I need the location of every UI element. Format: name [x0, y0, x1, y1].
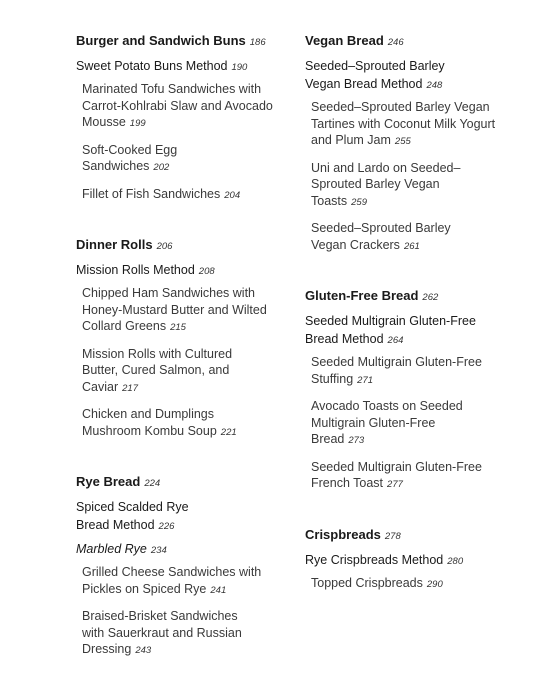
section-title: Crispbreads 278: [305, 526, 401, 542]
toc-right-column: [305, 31, 515, 602]
toc-section-rye-bread: [76, 472, 281, 660]
page-number: 206: [156, 241, 173, 252]
page-number: 262: [422, 292, 439, 303]
page-number: 278: [384, 530, 401, 542]
recipe-entry: Seeded Multigrain Gluten-Free Stuffing 271: [311, 355, 482, 386]
page-number: 255: [394, 136, 411, 147]
page-number: 186: [249, 37, 266, 48]
toc-left-column: [76, 31, 281, 669]
recipe-entry: Seeded–Sprouted Barley Vegan Tartines with Coconut Milk Yogurt and Plum Jam 255: [311, 100, 496, 147]
page-number: 224: [144, 478, 161, 489]
page-number: 241: [210, 584, 227, 596]
recipe-entry: Marinated Tofu Sandwiches with Carrot-Kohlrabi Slaw and Avocado Mousse 199: [82, 82, 273, 129]
page-number: 204: [224, 189, 241, 201]
method-entry: Sweet Potato Buns Method 190: [76, 59, 248, 73]
page-number: 271: [357, 374, 374, 386]
recipe-entry: Chipped Ham Sandwiches with Honey-Mustard Butter and Wilted Collard Greens 215: [82, 286, 267, 333]
page-number: 261: [403, 240, 420, 252]
toc-section-vegan-bread: [305, 31, 515, 255]
method-entry: Spiced Scalded Rye Bread Method 226: [76, 500, 189, 532]
recipe-entry: Mission Rolls with Cultured Butter, Cured Salmon, and Caviar 217: [82, 346, 233, 394]
section-title: Rye Bread 224: [76, 474, 161, 489]
recipe-entry: Soft-Cooked Egg Sandwiches 202: [82, 142, 178, 173]
section-title: Gluten-Free Bread 262: [305, 288, 439, 303]
page-number: 226: [158, 521, 175, 532]
method-entry: Seeded Multigrain Gluten-Free Bread Method 264: [305, 314, 476, 346]
recipe-entry: Uni and Lardo on Seeded–Sprouted Barley Vegan Toasts 259: [311, 160, 461, 208]
page-number: 202: [153, 162, 170, 173]
page-number: 277: [387, 479, 403, 490]
toc-section-dinner-rolls: [76, 235, 281, 441]
page-number: 280: [447, 555, 464, 567]
recipe-entry: Seeded–Sprouted Barley Vegan Crackers 261: [311, 221, 451, 252]
recipe-entry: Fillet of Fish Sandwiches 204: [82, 186, 241, 201]
toc-section-burger: [76, 31, 281, 204]
recipe-entry: Chicken and Dumplings Mushroom Kombu Soup 221: [82, 407, 237, 438]
method-entry: Rye Crispbreads Method 280: [305, 552, 464, 567]
page-number: 190: [231, 62, 248, 73]
toc-section-crispbreads: [305, 525, 515, 594]
page-number: 246: [387, 37, 404, 48]
section-title: Burger and Sandwich Buns 186: [76, 33, 266, 48]
method-entry: Mission Rolls Method 208: [76, 263, 215, 277]
page-number: 215: [170, 322, 186, 333]
page-number: 208: [198, 266, 215, 277]
method-entry: Seeded–Sprouted Barley Vegan Bread Method 248: [305, 59, 445, 91]
page-number: 273: [348, 435, 365, 446]
recipe-entry: Grilled Cheese Sandwiches with Pickles on Spiced Rye 241: [82, 565, 262, 596]
section-title: Vegan Bread 246: [305, 33, 404, 48]
page-number: 199: [129, 118, 146, 129]
page-number: 259: [351, 196, 367, 208]
recipe-entry: Braised-Brisket Sandwiches with Sauerkraut and Russian Dressing 243: [82, 609, 242, 656]
page-number: 221: [220, 426, 237, 438]
page-number: 234: [150, 545, 167, 556]
toc-section-gluten-free-bread: [305, 286, 515, 494]
page-number: 290: [426, 578, 443, 590]
variant-entry: Marbled Rye 234: [76, 542, 167, 556]
section-title: Dinner Rolls 206: [76, 237, 173, 252]
page-number: 248: [426, 80, 443, 91]
recipe-entry: Avocado Toasts on Seeded Multigrain Gluten-Free Bread 273: [311, 399, 463, 446]
page-number: 264: [387, 335, 404, 346]
page-number: 217: [122, 382, 138, 394]
page-number: 243: [135, 645, 152, 656]
recipe-entry: Seeded Multigrain Gluten-Free French Toast 277: [311, 459, 482, 490]
recipe-entry: Topped Crispbreads 290: [311, 575, 443, 590]
